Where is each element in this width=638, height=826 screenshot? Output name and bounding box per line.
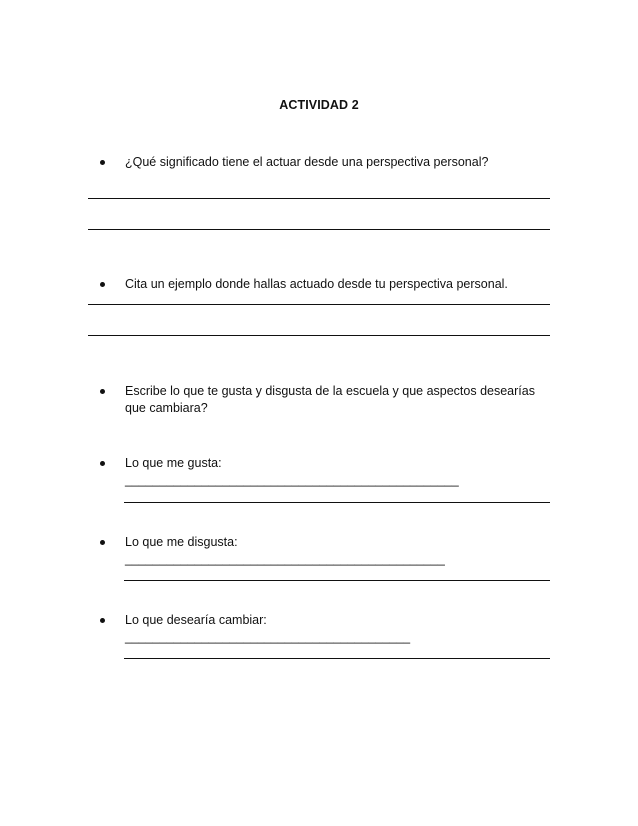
prompt-text: Lo que me disgusta: ______________________________________________	[125, 535, 445, 566]
question-text: Escribe lo que te gusta y disgusta de la escuela y que aspectos desearías que cambiara?	[125, 384, 535, 415]
question-example-personal-perspective	[100, 276, 550, 293]
bullet-icon	[100, 389, 105, 394]
prompt-dislikes	[100, 534, 550, 568]
question-meaning-personal-perspective	[100, 154, 550, 171]
bullet-icon	[100, 160, 105, 165]
answer-line	[124, 580, 550, 581]
page-title: ACTIVIDAD 2	[279, 98, 359, 112]
question-text: Cita un ejemplo donde hallas actuado desde tu perspectiva personal.	[125, 277, 508, 291]
bullet-icon	[100, 540, 105, 545]
answer-line	[88, 229, 550, 230]
prompt-wishes-change	[100, 612, 550, 646]
answer-line	[124, 658, 550, 659]
answer-line	[88, 304, 550, 305]
bullet-icon	[100, 282, 105, 287]
answer-line	[88, 335, 550, 336]
question-text: ¿Qué significado tiene el actuar desde una perspectiva personal?	[125, 155, 489, 169]
prompt-text: Lo que desearía cambiar: _________________________________________	[125, 613, 411, 644]
question-likes-dislikes-school	[100, 383, 550, 417]
answer-line	[88, 198, 550, 199]
bullet-icon	[100, 618, 105, 623]
bullet-icon	[100, 461, 105, 466]
prompt-likes	[100, 455, 550, 489]
answer-line	[124, 502, 550, 503]
prompt-text: Lo que me gusta: ________________________________________________	[125, 456, 459, 487]
